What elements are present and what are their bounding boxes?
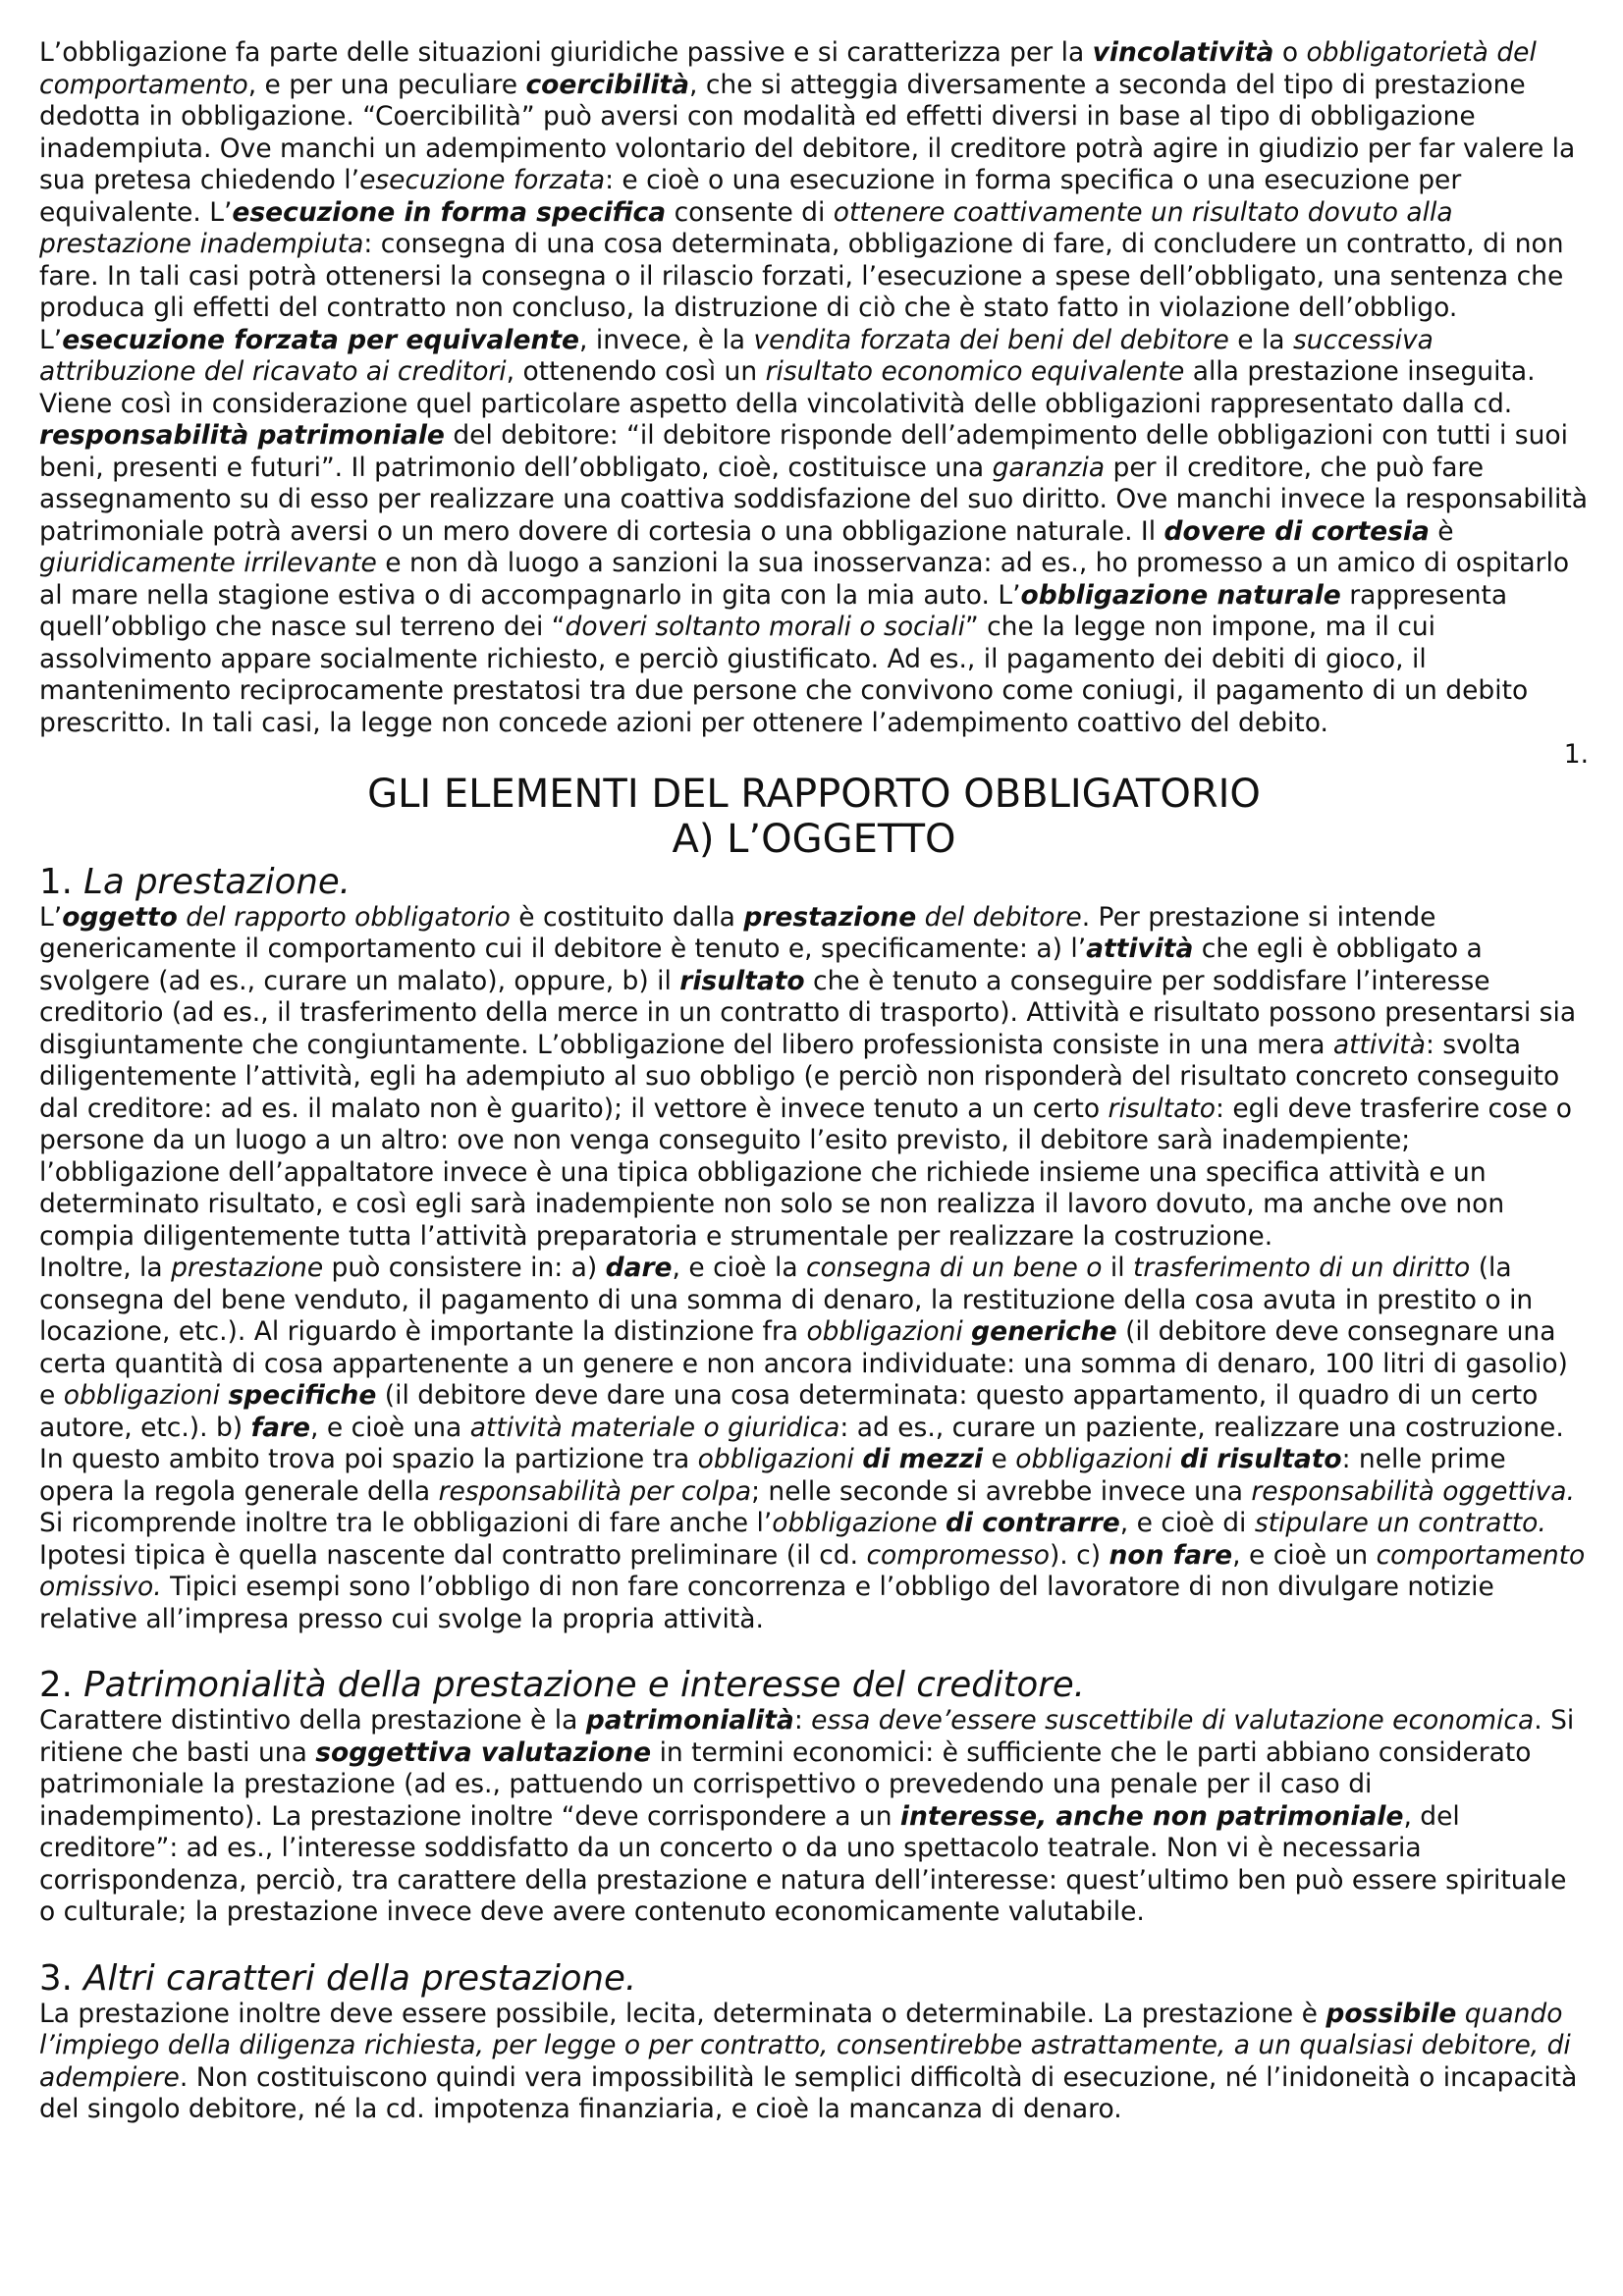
emphasis-run: ottenere coattivamente un risultato dovuto alla prestazione inadempiuta <box>39 196 1453 259</box>
emphasis-run: vincolatività <box>1092 37 1274 68</box>
emphasis-run: possibile <box>1325 1998 1457 2029</box>
text-run: ). c) <box>1049 1539 1109 1571</box>
text-run: del debitore: “il debitore risponde dell’adempimento delle obbligazioni con tutti i suoi beni, presenti e futuri”. Il patrimonio dell’obbligato, cioè, costituisce una <box>39 420 1568 483</box>
emphasis-run: attività <box>1332 1029 1426 1060</box>
section-heading-3 <box>39 1958 1589 1999</box>
emphasis-run: interesse, anche non patrimoniale <box>899 1800 1404 1832</box>
text-run: (il debitore deve dare una cosa determinata: questo appartamento, il quadro di un certo autore, etc.). b) <box>39 1380 1539 1443</box>
emphasis-run: esecuzione forzata per equivalente <box>62 324 579 355</box>
emphasis-run: stipulare un contratto. <box>1254 1508 1546 1538</box>
section-heading-1 <box>39 862 1589 902</box>
text-run: Tipici esempi sono l’obbligo di non fare concorrenza e l’obbligo del lavoratore di non divulgare notizie relative all’impresa presso cui svolge la propria attività. <box>39 1572 1494 1634</box>
emphasis-run: generiche <box>971 1316 1117 1347</box>
text-run: , e cioè un <box>1232 1539 1377 1571</box>
page-subtitle: A) L’OGGETTO <box>672 816 956 862</box>
emphasis-run: responsabilità per colpa <box>438 1475 752 1507</box>
text-run: L’ <box>39 901 63 933</box>
text-run: , ottenendo così un <box>506 356 766 387</box>
emphasis-run: responsabilità patrimoniale <box>39 420 445 451</box>
section-title: Patrimonialità della prestazione e interesse del creditore. <box>83 1665 1085 1705</box>
emphasis-run: di risultato <box>1180 1444 1342 1474</box>
emphasis-run: risultato economico equivalente <box>765 356 1185 387</box>
emphasis-run: soggettiva valutazione <box>315 1736 652 1768</box>
emphasis-run: quando l’impiego della diligenza richiesta, per legge o per contratto, consentirebbe astrattamente, a un qualsiasi debitore, di adempiere <box>39 1998 1571 2093</box>
emphasis-run: giuridicamente irrilevante <box>39 548 377 578</box>
emphasis-run: risultato <box>1108 1093 1217 1124</box>
paragraph-prestazione <box>39 902 1589 1254</box>
text-run <box>1456 1999 1464 2029</box>
text-run: rappresenta quell’obbligo che nasce sul terreno dei “ <box>39 579 1508 642</box>
emphasis-run: dovere di cortesia <box>1163 515 1430 547</box>
emphasis-run: essa deve’essere suscettibile di valutazione economica <box>811 1705 1535 1735</box>
emphasis-run: obbligatorietà del comportamento <box>39 37 1537 100</box>
document-page <box>39 37 1589 2126</box>
emphasis-run: attività <box>1086 934 1194 964</box>
text-run: : ad es., curare un paziente, realizzare una costruzione. In questo ambito trova poi spazio la partizione tra <box>39 1412 1564 1474</box>
text-run: può consistere in: a) <box>323 1253 606 1283</box>
text-run: consente di <box>666 196 834 228</box>
emphasis-run: responsabilità oggettiva. <box>1251 1475 1575 1507</box>
emphasis-run: del rapporto obbligatorio <box>177 901 511 933</box>
emphasis-run: del debitore <box>916 901 1082 933</box>
text-run: , del creditore”: ad es., l’interesse soddisfatto da un concerto o da uno spettacolo teatrale. Non vi è necessaria corrispondenza, perciò, tra carattere della prestazione e natura dell’interesse: quest’ultimo ben può essere spirituale o culturale; la prestazione invece deve avere contenuto economicamente valutabile. <box>39 1800 1567 1927</box>
text-run: , che si atteggia diversamente a seconda del tipo di prestazione dedotta in obbligazione. “Coercibilità” può aversi con modalità ed effetti diversi in base al tipo di obbligazione inadempiuta. Ove manchi un adempimento volontario del debitore, il creditore potrà agire in giudizio per far valere la sua pretesa chiedendo l’ <box>39 69 1576 195</box>
emphasis-run: garanzia <box>992 452 1106 483</box>
emphasis-run: obbligazione naturale <box>1020 579 1341 611</box>
text-run: : <box>793 1705 812 1735</box>
emphasis-run: consegna di un bene o <box>806 1253 1103 1283</box>
emphasis-run: esecuzione forzata <box>359 165 606 195</box>
paragraph-tipi-prestazione <box>39 1253 1589 1635</box>
text-run: ; nelle seconde si avrebbe invece una <box>751 1475 1252 1507</box>
emphasis-run: prestazione <box>743 901 917 933</box>
text-run: per il creditore, che può fare assegnamento su di esso per realizzare una coattiva soddisfazione del suo diritto. Ove manchi invece la responsabilità patrimoniale potrà aversi o un mero dovere di cortesia o una obbligazione naturale. Il <box>39 452 1588 547</box>
text-run: e non dà luogo a sanzioni la sua inosservanza: ad es., ho promesso a un amico di ospitarlo al mare nella stagione estiva o di accompagnarlo in gita con la mia auto. L’ <box>39 548 1570 611</box>
text-run: : e cioè o una esecuzione in forma specifica o una esecuzione per equivalente. L’ <box>39 165 1462 228</box>
emphasis-run: fare <box>250 1412 311 1443</box>
text-run: Ipotesi tipica è quella nascente dal contratto preliminare (il cd. <box>39 1539 867 1571</box>
text-run: : nelle prime opera la regola generale della <box>39 1444 1506 1507</box>
emphasis-run: trasferimento di un diritto <box>1133 1253 1471 1283</box>
text-run: o <box>1273 37 1307 68</box>
text-run: , e cioè di <box>1119 1508 1255 1538</box>
text-run: Carattere distintivo della prestazione è la <box>39 1705 586 1735</box>
paragraph-patrimonialita <box>39 1705 1589 1929</box>
emphasis-run: di contrarre <box>945 1508 1120 1538</box>
emphasis-run: obbligazioni <box>806 1316 972 1347</box>
section-number: 3. <box>39 1957 73 1999</box>
text-run: . Per prestazione si intende genericamente il comportamento cui il debitore è tenuto e, specificamente: a) l’ <box>39 901 1436 964</box>
section-number: 1. <box>39 861 73 902</box>
section-title: La prestazione. <box>83 861 351 902</box>
emphasis-run: oggetto <box>62 901 178 933</box>
emphasis-run: dare <box>605 1253 673 1283</box>
emphasis-run: di mezzi <box>862 1444 984 1474</box>
emphasis-run: esecuzione in forma specifica <box>232 196 667 228</box>
text-run: La prestazione inoltre deve essere possibile, lecita, determinata o determinabile. La prestazione è <box>39 1998 1326 2029</box>
emphasis-run: obbligazione <box>772 1508 946 1538</box>
section-number: 2. <box>39 1665 73 1705</box>
text-run: : svolta diligentemente l’attività, egli ha adempiuto al suo obbligo (e perciò non risponderà del risultato concreto conseguito dal creditore: ad es. il malato non è guarito); il vettore è invece tenuto a un certo <box>39 1029 1560 1124</box>
emphasis-run: non fare <box>1109 1539 1233 1571</box>
text-run: (il debitore deve consegnare una certa quantità di cosa appartenente a un genere e non ancora individuate: una somma di denaro, 100 litri di gasolio) e <box>39 1316 1568 1411</box>
emphasis-run: patrimonialità <box>585 1705 794 1735</box>
text-run: (la consegna del bene venduto, il pagamento di una somma di denaro, la restituzione della cosa avuta in prestito o in locazione, etc.). Al riguardo è importante la distinzione fra <box>39 1253 1534 1347</box>
emphasis-run: coercibilità <box>525 69 689 100</box>
text-run: e <box>983 1444 1016 1474</box>
emphasis-run: vendita forzata dei beni del debitore <box>753 324 1229 355</box>
page-number: 1. <box>1563 739 1589 770</box>
text-run: alla prestazione inseguita. Viene così in considerazione quel particolare aspetto della vincolatività delle obbligazioni rappresentato dalla cd. <box>39 356 1536 419</box>
text-run: è costituito dalla <box>510 901 744 933</box>
text-run: . Non costituiscono quindi vera impossibilità le semplici difficoltà di esecuzione, né l’inidoneità o incapacità del singolo debitore, né la cd. impotenza finanziaria, e cioè la mancanza di denaro. <box>39 2061 1578 2124</box>
text-run: Si ricomprende inoltre tra le obbligazioni di fare anche l’ <box>39 1508 773 1538</box>
emphasis-run: compromesso <box>866 1539 1050 1571</box>
text-run: che è tenuto a conseguire per soddisfare l’interesse creditorio (ad es., il trasferimento della merce in un contratto di trasporto). Attività e risultato possono presentarsi sia disgiuntamente che congiuntamente. L’obbligazione del libero professionista consiste in una mera <box>39 965 1577 1060</box>
text-run: in termini economici: è sufficiente che le parti abbiano considerato patrimoniale la prestazione (ad es., pattuendo un corrispettivo o prevedendo una penale per il caso di inadempimento). La prestazione inoltre “deve corrispondere a un <box>39 1736 1532 1832</box>
emphasis-run: successiva attribuzione del ricavato ai creditori <box>39 324 1434 387</box>
text-run: , e per una peculiare <box>247 69 526 100</box>
text-run: che egli è obbligato a svolgere (ad es., curare un malato), oppure, b) il <box>39 934 1483 996</box>
emphasis-run: doveri soltanto morali o sociali <box>565 612 965 642</box>
emphasis-run: risultato <box>679 965 805 996</box>
text-run: : consegna di una cosa determinata, obbligazione di fare, di concludere un contratto, di non fare. In tali casi potrà ottenersi la consegna o il rilascio forzati, l’esecuzione a spese dell’obbligato, una sentenza che produca gli effetti del contratto non concluso, la distruzione di ciò che è stato fatto in violazione dell’obbligo. L’ <box>39 229 1564 355</box>
text-run: , invece, è la <box>579 324 754 355</box>
paragraph-altri-caratteri <box>39 1999 1589 2126</box>
text-run: il <box>1102 1253 1134 1283</box>
section-title: Altri caratteri della prestazione. <box>83 1957 637 1999</box>
text-run: : egli deve trasferire cose o persone da un luogo a un altro: ove non venga conseguito l’esito previsto, il debitore sarà inadempiente; l’obbligazione dell’appaltatore invece è una tipica obbligazione che richiede insieme una specifica attività e un determinato risultato, e così egli sarà inadempiente non solo se non realizza il lavoro dovuto, ma anche ove non compia diligentemente tutta l’attività preparatoria e strumentale per realizzare la costruzione. <box>39 1093 1572 1252</box>
text-run: , e cioè una <box>310 1412 470 1443</box>
emphasis-run: specifiche <box>228 1380 377 1411</box>
emphasis-run: comportamento omissivo. <box>39 1539 1586 1602</box>
text-run: ” che la legge non impone, ma il cui assolvimento appare socialmente richiesto, e perciò giustificato. Ad es., il pagamento dei debiti di gioco, il mantenimento reciprocamente prestatosi tra due persone che convivono come coniugi, il pagamento di un debito prescritto. In tali casi, la legge non concede azioni per ottenere l’adempimento coattivo del debito. <box>39 612 1529 738</box>
emphasis-run: obbligazioni <box>1015 1444 1180 1474</box>
text-run: L’obbligazione fa parte delle situazioni giuridiche passive e si caratterizza per la <box>39 37 1093 68</box>
text-run: è <box>1429 515 1454 547</box>
paragraph-intro <box>39 37 1589 739</box>
emphasis-run: attività materiale o giuridica <box>469 1412 840 1443</box>
page-title: GLI ELEMENTI DEL RAPPORTO OBBLIGATORIO <box>367 771 1261 817</box>
section-heading-2 <box>39 1665 1589 1705</box>
text-run: , e cioè la <box>672 1253 806 1283</box>
text-run: e la <box>1228 324 1293 355</box>
emphasis-run: obbligazioni <box>63 1380 229 1411</box>
emphasis-run: prestazione <box>171 1253 324 1283</box>
text-run: Inoltre, la <box>39 1253 172 1283</box>
text-run: . Si ritiene che basti una <box>39 1705 1575 1768</box>
emphasis-run: obbligazioni <box>697 1444 863 1474</box>
